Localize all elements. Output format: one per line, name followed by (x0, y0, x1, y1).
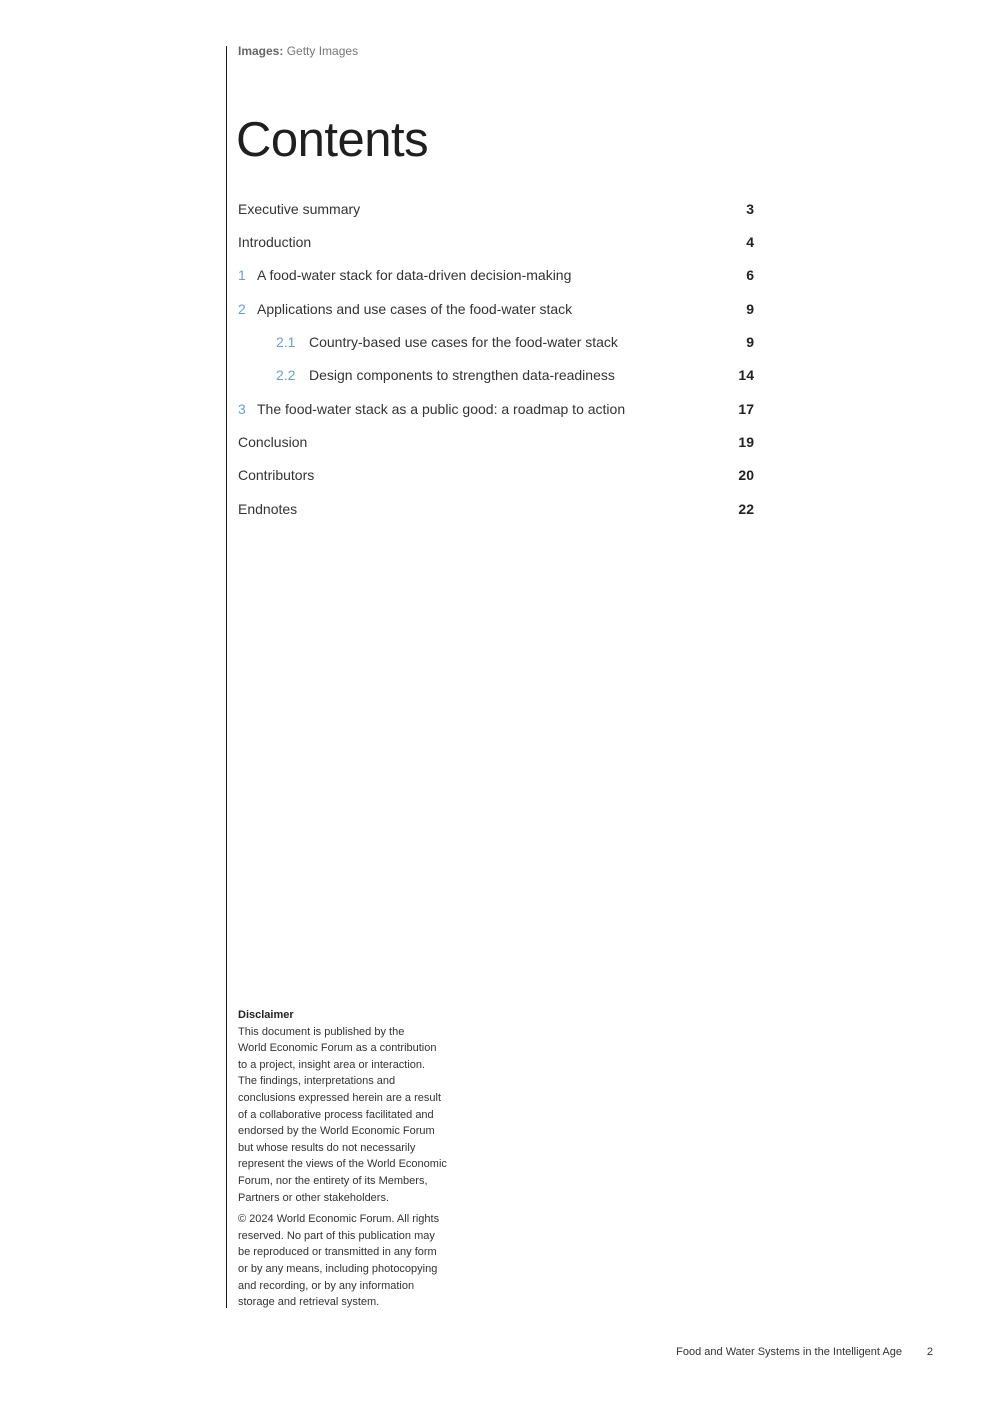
toc-subentry[interactable] (238, 331, 754, 353)
disclaimer-line: World Economic Forum as a contribution (238, 1042, 437, 1055)
toc-entry[interactable] (238, 498, 754, 520)
toc-entry-page: 19 (738, 434, 754, 450)
toc-entry-page: 17 (738, 401, 754, 417)
disclaimer-line: Forum, nor the entirety of its Members, (238, 1174, 428, 1187)
disclaimer-line: The findings, interpretations and (238, 1075, 396, 1088)
toc-entry-number: 2.2 (276, 367, 296, 383)
copyright-line: reserved. No part of this publication may (238, 1229, 435, 1242)
toc-entry-label: Introduction (238, 234, 312, 250)
disclaimer-line: endorsed by the World Economic Forum (238, 1125, 435, 1138)
copyright-line: be reproduced or transmitted in any form (238, 1246, 437, 1259)
disclaimer-line: This document is published by the (238, 1025, 405, 1038)
disclaimer-line: Partners or other stakeholders. (238, 1191, 390, 1204)
toc-entry-page: 20 (738, 467, 754, 483)
toc-entry[interactable] (238, 431, 754, 453)
toc-entry-label: The food-water stack as a public good: a roadmap to action (257, 401, 626, 417)
toc-entry[interactable] (238, 464, 754, 486)
toc-entry-label: Contributors (238, 467, 315, 483)
toc-entry-page: 3 (746, 201, 754, 217)
toc-entry-number: 1 (238, 267, 246, 283)
toc-entry[interactable] (238, 264, 754, 286)
toc-subentry[interactable] (238, 364, 754, 386)
toc-entry-label: Executive summary (238, 201, 361, 217)
disclaimer-line: to a project, insight area or interaction. (238, 1058, 426, 1071)
copyright-line: and recording, or by any information (238, 1279, 415, 1292)
copyright-line: or by any means, including photocopying (238, 1262, 438, 1275)
footer-publication-title: Food and Water Systems in the Intelligent Age (676, 1346, 902, 1358)
toc-entry[interactable] (238, 198, 754, 220)
toc-entry-page: 22 (738, 501, 754, 517)
disclaimer-heading: Disclaimer (238, 1009, 294, 1021)
toc-entry-label: Endnotes (238, 501, 298, 517)
disclaimer-line: represent the views of the World Economic (238, 1158, 447, 1171)
toc-entry-number: 2.1 (276, 334, 296, 350)
toc-entry[interactable] (238, 298, 754, 320)
toc-entry-label: Country-based use cases for the food-water stack (309, 334, 618, 350)
image-credit-source: Getty Images (286, 44, 359, 58)
footer-page-number: 2 (926, 1346, 933, 1358)
copyright-paragraph (238, 1211, 478, 1311)
toc-entry-page: 6 (746, 267, 754, 283)
disclaimer-line: conclusions expressed herein are a result (238, 1091, 442, 1104)
disclaimer (238, 1007, 478, 1311)
toc-entry-number: 3 (238, 401, 246, 417)
copyright-line: © 2024 World Economic Forum. All rights (238, 1213, 440, 1226)
disclaimer-paragraph (238, 1024, 478, 1207)
toc-entry-label: Applications and use cases of the food-water stack (257, 301, 573, 317)
disclaimer-line: but whose results do not necessarily (238, 1141, 416, 1154)
toc-entry-label: Conclusion (238, 434, 308, 450)
image-credit-label: Images: (238, 44, 284, 58)
disclaimer-line: of a collaborative process facilitated and (238, 1108, 434, 1121)
toc-entry-number: 2 (238, 301, 246, 317)
toc-entry-page: 9 (746, 334, 754, 350)
toc-entry-page: 4 (746, 234, 754, 250)
image-credit (238, 44, 358, 58)
toc-entry-label: A food-water stack for data-driven decision-making (257, 267, 572, 283)
copyright-line: storage and retrieval system. (238, 1296, 380, 1309)
toc-entry[interactable] (238, 398, 754, 420)
toc-entry-page: 14 (738, 367, 754, 383)
toc-entry[interactable] (238, 231, 754, 253)
page-title: Contents (236, 113, 429, 167)
vertical-rule (226, 46, 227, 1308)
toc-entry-page: 9 (746, 301, 754, 317)
toc-entry-label: Design components to strengthen data-readiness (309, 367, 615, 383)
